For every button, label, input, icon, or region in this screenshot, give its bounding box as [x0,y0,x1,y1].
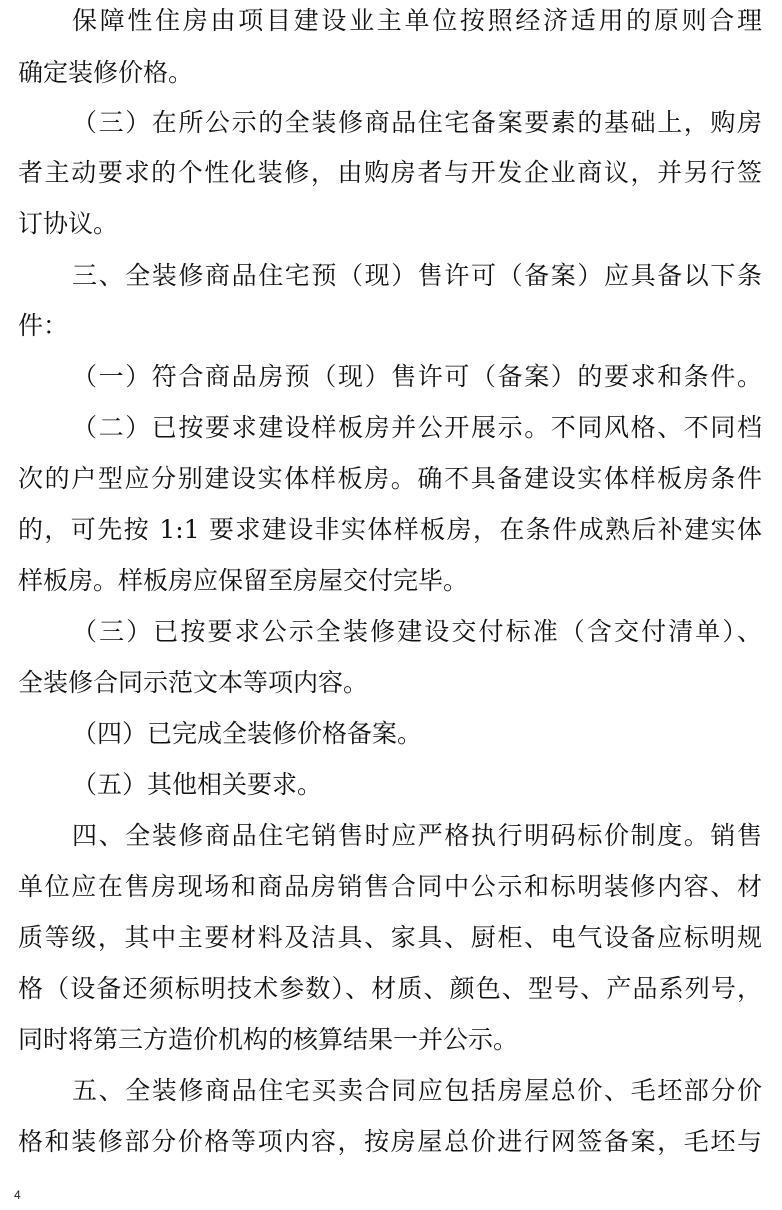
text-line: 确定装修价格。 [18,58,194,87]
text-line: 者主动要求的个性化装修，由购房者与开发企业商议，并另行签 [18,158,762,187]
page-number: 4 [14,1188,21,1202]
text-line: 格（设备还须标明技术参数）、材质、颜色、型号、产品系列号， [18,974,762,1003]
text-line: 三、全装修商品住宅预（现）售许可（备案）应具备以下条 [72,261,762,290]
text-line: 四、全装修商品住宅销售时应严格执行明码标价制度。销售 [72,821,762,850]
text-line: （三）已按要求公示全装修建设交付标准（含交付清单）、 [72,617,762,646]
text-line: 样板房。样板房应保留至房屋交付完毕。 [18,566,469,595]
text-line: 次的户型应分别建设实体样板房。确不具备建设实体样板房条件 [18,464,762,493]
text-line: 同时将第三方造价机构的核算结果一并公示。 [18,1025,519,1054]
text-line: 的，可先按 1:1 要求建设非实体样板房，在条件成熟后补建实体 [18,515,762,544]
text-line: 件： [18,311,69,340]
text-line: 质等级，其中主要材料及洁具、家具、厨柜、电气设备应标明规 [18,923,762,952]
text-line: 全装修合同示范文本等项内容。 [18,668,369,697]
text-line: （二）已按要求建设样板房并公开展示。不同风格、不同档 [72,413,762,442]
text-line: （一）符合商品房预（现）售许可（备案）的要求和条件。 [72,362,762,391]
text-line: 五、全装修商品住宅买卖合同应包括房屋总价、毛坯部分价 [72,1076,762,1105]
text-line: （三）在所公示的全装修商品住宅备案要素的基础上，购房 [72,108,762,137]
text-line: 保障性住房由项目建设业主单位按照经济适用的原则合理 [72,6,762,35]
text-line: 格和装修部分价格等项内容，按房屋总价进行网签备案，毛坯与 [18,1127,762,1156]
text-line: （四）已完成全装修价格备案。 [72,719,423,748]
text-line: 单位应在售房现场和商品房销售合同中公示和标明装修内容、材 [18,872,762,901]
text-line: 订协议。 [18,209,119,238]
text-line: （五）其他相关要求。 [72,770,323,799]
